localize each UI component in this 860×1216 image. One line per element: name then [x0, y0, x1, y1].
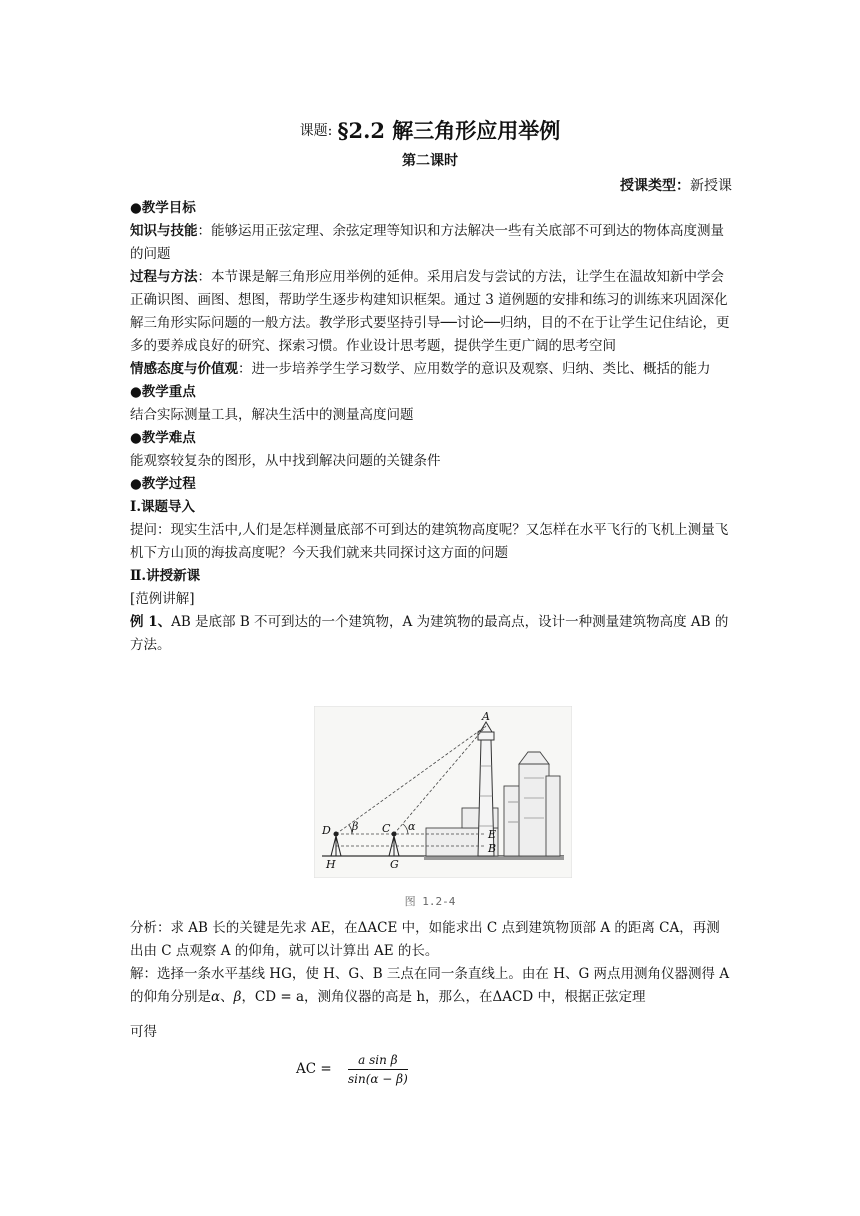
example1-label: 例 1、 — [130, 614, 172, 630]
label-A: A — [482, 710, 490, 723]
label-G: G — [390, 858, 399, 871]
emotion-label: 情感态度与价值观 — [130, 361, 238, 377]
lesson-title — [0, 115, 860, 145]
measurement-figure — [314, 706, 572, 878]
formula-denominator: sin(α − β) — [347, 1072, 408, 1086]
analysis-text — [130, 917, 730, 1044]
knowledge-paragraph: 知识与技能：能够运用正弦定理、余弦定理等知识和方法解决一些有关底部不可到达的物体高度测量的问题 — [130, 223, 724, 262]
example1-paragraph — [130, 611, 730, 657]
example1-text: AB 是底部 B 不可到达的一个建筑物，A 为建筑物的最高点，设计一种测量建筑物高度 AB 的方法。 — [130, 614, 729, 653]
label-C: C — [382, 822, 391, 835]
label-H: H — [326, 858, 336, 871]
label-B: B — [488, 842, 497, 855]
solution-paragraph — [130, 963, 730, 1009]
solution-part-b: ，CD = a，测角仪器的高是 h，那么，在ΔACD 中，根据正弦定理 — [241, 989, 646, 1005]
intro-text: 提问：现实生活中,人们是怎样测量底部不可到达的建筑物高度呢？又怎样在水平飞行的飞机上测量飞机下方山顶的海拔高度呢？今天我们就来共同探讨这方面的问题 — [130, 522, 729, 561]
label-D: D — [322, 824, 331, 837]
process-paragraph: 过程与方法：本节课是解三角形应用举例的延伸。采用启发与尝试的方法，让学生在温故知新中学会正确识图、画图、想图，帮助学生逐步构建知识框架。通过 3 道例题的安排和练习的训练来巩固深化解三角形实际问题的一般方法。教学形式要坚持引导──讨论──归纳，目的不在于让学生记住结论，更多的要养成良好的研究、探索习惯。作业设计思考题，提供学生更广阔的思考空间 — [130, 269, 730, 354]
formula-fraction — [348, 1053, 408, 1086]
focus-text: 结合实际测量工具，解决生活中的测量高度问题 — [130, 407, 414, 423]
new-lesson-heading: Ⅱ.讲授新课 — [130, 568, 201, 584]
subtitle: 第二课时 — [402, 153, 458, 169]
formula-numerator: a sin β — [348, 1053, 408, 1070]
difficulty-text: 能观察较复杂的图形，从中找到解决问题的关键条件 — [130, 453, 441, 469]
formula-ac — [296, 1053, 408, 1086]
knowledge-label: 知识与技能 — [130, 223, 198, 239]
solution-sep: 、 — [220, 989, 234, 1005]
title-prefix: 课题: — [299, 123, 333, 139]
label-E: E — [488, 828, 497, 841]
focus-heading: ●教学重点 — [130, 384, 196, 400]
figure-caption: 图 1.2-4 — [404, 895, 456, 908]
process-text: 本节课是解三角形应用举例的延伸。采用启发与尝试的方法，让学生在温故知新中学会正确识图、画图、想图，帮助学生逐步构建知识框架。通过 3 道例题的安排和练习的训练来巩固深化解三角形实际问题的一般方法。教学形式要坚持引导──讨论──归纳，目的不在于让学生记住结论，更多的要养成良好的研究、探索习惯。作业设计思考题，提供学生更广阔的思考空间 — [130, 269, 730, 354]
solution-part-a: 解：选择一条水平基线 HG，使 H、G、B 三点在同一条直线上。由在 H、G 两点用测角仪器测得 A 的仰角分别是 — [130, 966, 730, 1005]
emotion-paragraph: 情感态度与价值观：进一步培养学生学习数学、应用数学的意识及观察、归纳、类比、概括的能力 — [130, 361, 711, 377]
title-main: §2.2 解三角形应用举例 — [337, 118, 561, 143]
label-alpha: α — [408, 820, 416, 833]
solution-part-c: 可得 — [130, 1024, 157, 1040]
goals-heading: ●教学目标 — [130, 200, 196, 216]
label-beta: β — [352, 820, 359, 833]
lesson-type-value: 新授课 — [690, 178, 732, 194]
process-heading: ●教学过程 — [130, 476, 196, 492]
lesson-type: 授课类型：新授课 — [620, 178, 732, 194]
beta-symbol: β — [233, 989, 242, 1005]
formula-lhs: AC = — [296, 1061, 332, 1077]
analysis-paragraph: 分析：求 AB 长的关键是先求 AE，在ΔACE 中，如能求出 C 点到建筑物顶部 A 的距离 CA，再测出由 C 点观察 A 的仰角，就可以计算出 AE 的长。 — [130, 920, 720, 959]
main-text — [130, 197, 730, 657]
process-label: 过程与方法 — [130, 269, 198, 285]
intro-heading: Ⅰ.课题导入 — [130, 499, 196, 515]
alpha-symbol: α — [211, 989, 221, 1005]
difficulty-heading: ●教学难点 — [130, 430, 196, 446]
knowledge-text: 能够运用正弦定理、余弦定理等知识和方法解决一些有关底部不可到达的物体高度测量的问题 — [130, 223, 724, 262]
example-heading: [范例讲解] — [130, 591, 195, 607]
lesson-type-label: 授课类型 — [620, 178, 676, 194]
emotion-text: 进一步培养学生学习数学、应用数学的意识及观察、归纳、类比、概括的能力 — [251, 361, 711, 377]
